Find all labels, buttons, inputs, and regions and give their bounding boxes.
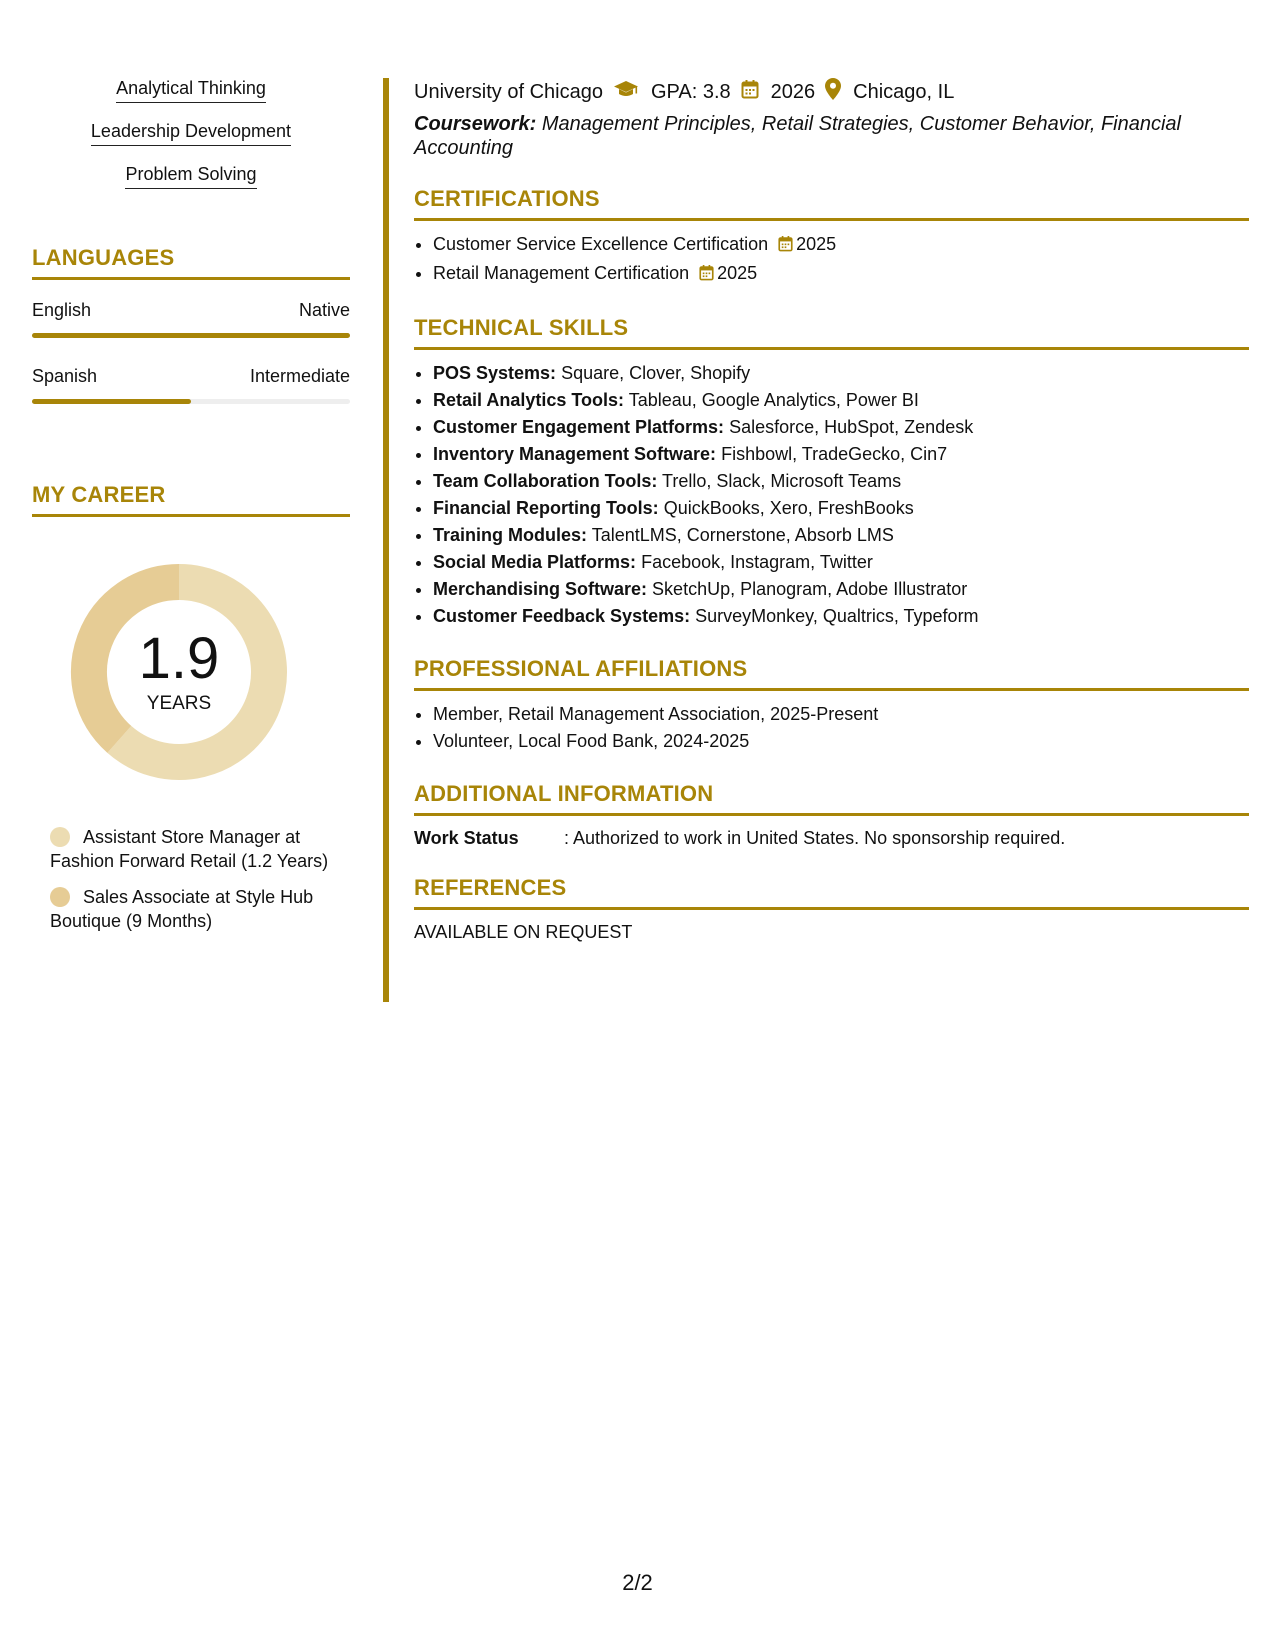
skill-category: Social Media Platforms: (433, 552, 637, 572)
affiliations-list (414, 701, 1249, 755)
skill-values: Salesforce, HubSpot, Zendesk (729, 417, 974, 437)
legend-dot (50, 827, 70, 847)
location-pin-icon (825, 78, 841, 106)
skill-label: Problem Solving (125, 164, 256, 189)
legend-label: Sales Associate at Style Hub Boutique (9 Months) (50, 887, 314, 931)
career-unit: YEARS (146, 693, 212, 714)
column-divider (383, 78, 389, 1002)
skills-list (32, 78, 350, 207)
career-legend (50, 825, 340, 933)
certifications-heading: CERTIFICATIONS (414, 186, 1249, 221)
work-status-value: : Authorized to work in United States. No sponsorship required. (564, 828, 1066, 848)
language-progress-bar (32, 399, 350, 404)
technical-skills-heading: TECHNICAL SKILLS (414, 315, 1249, 350)
skill-values: TalentLMS, Cornerstone, Absorb LMS (591, 525, 894, 545)
certification-year: 2025 (717, 263, 758, 283)
references-text: AVAILABLE ON REQUEST (414, 922, 633, 942)
list-item (433, 576, 1249, 603)
list-item (433, 260, 1249, 289)
language-progress-fill (32, 399, 191, 404)
graduation-year: 2026 (770, 80, 816, 103)
list-item (433, 231, 1249, 260)
legend-item (50, 825, 340, 873)
calendar-icon (699, 262, 714, 289)
skill-category: Team Collaboration Tools: (433, 471, 658, 491)
language-item (32, 366, 350, 404)
legend-item (50, 885, 340, 933)
skill-category: Training Modules: (433, 525, 588, 545)
language-level: Intermediate (249, 366, 350, 386)
skill-category: Merchandising Software: (433, 579, 648, 599)
legend-label: Assistant Store Manager at Fashion Forward Retail (1.2 Years) (50, 827, 329, 871)
skill-label: Leadership Development (91, 121, 291, 146)
skill-values: Square, Clover, Shopify (561, 363, 751, 383)
list-item (433, 414, 1249, 441)
list-item: • Volunteer, Local Food Bank, 2024-2025 (433, 728, 1249, 755)
right-column (414, 78, 1249, 943)
location: Chicago, IL (853, 80, 955, 103)
references-heading: REFERENCES (414, 875, 1249, 910)
languages-heading: LANGUAGES (32, 245, 350, 280)
work-status-label: Work Status (414, 828, 519, 848)
skill-category: Financial Reporting Tools: (433, 498, 659, 518)
coursework-text: Management Principles, Retail Strategies, Customer Behavior, Financial Accounting (414, 113, 1182, 159)
skill-values: Trello, Slack, Microsoft Teams (662, 471, 902, 491)
list-item (433, 603, 1249, 630)
left-column (32, 78, 350, 945)
language-name: Spanish (32, 366, 98, 386)
certifications-list (414, 231, 1249, 289)
skill-category: Inventory Management Software: (433, 444, 717, 464)
list-item (433, 522, 1249, 549)
calendar-icon (778, 233, 793, 260)
school-name: University of Chicago (414, 80, 603, 103)
graduation-cap-icon (613, 79, 639, 105)
coursework-label: Coursework: (414, 113, 537, 135)
skill-values: Fishbowl, TradeGecko, Cin7 (721, 444, 948, 464)
career-donut-chart (64, 557, 294, 787)
list-item (433, 495, 1249, 522)
legend-dot (50, 887, 70, 907)
career-heading: MY CAREER (32, 482, 350, 517)
skill-category: POS Systems: (433, 363, 557, 383)
technical-skills-list (414, 360, 1249, 630)
language-progress-bar (32, 333, 350, 338)
skill-item (32, 78, 350, 121)
certification-name: Customer Service Excellence Certification (433, 234, 769, 254)
list-item (433, 468, 1249, 495)
skill-category: Retail Analytics Tools: (433, 390, 625, 410)
skill-values: Facebook, Instagram, Twitter (641, 552, 873, 572)
list-item (433, 549, 1249, 576)
language-progress-fill (32, 333, 350, 338)
list-item: • Member, Retail Management Association, 2025-Present (433, 701, 1249, 728)
education-line (414, 78, 1249, 106)
certification-name: Retail Management Certification (433, 263, 690, 283)
gpa: GPA: 3.8 (650, 80, 731, 103)
affiliations-heading: PROFESSIONAL AFFILIATIONS (414, 656, 1249, 691)
skill-item (32, 164, 350, 207)
skill-values: Tableau, Google Analytics, Power BI (628, 390, 919, 410)
language-item (32, 300, 350, 338)
skill-values: SurveyMonkey, Qualtrics, Typeform (695, 606, 979, 626)
skill-values: QuickBooks, Xero, FreshBooks (663, 498, 914, 518)
certification-year: 2025 (796, 234, 837, 254)
skill-category: Customer Engagement Platforms: (433, 417, 725, 437)
language-name: English (32, 300, 92, 320)
coursework (414, 112, 1249, 160)
language-level: Native (298, 300, 350, 320)
skill-values: SketchUp, Planogram, Adobe Illustrator (652, 579, 968, 599)
additional-info-heading: ADDITIONAL INFORMATION (414, 781, 1249, 816)
skill-category: Customer Feedback Systems: (433, 606, 691, 626)
list-item (433, 441, 1249, 468)
calendar-icon (741, 79, 759, 105)
list-item (433, 387, 1249, 414)
career-total: 1.9 (138, 626, 220, 691)
skill-item (32, 121, 350, 164)
list-item (433, 360, 1249, 387)
skill-label: Analytical Thinking (116, 78, 266, 103)
work-status-row (414, 828, 1249, 849)
page-number: 2/2 (622, 1570, 653, 1595)
